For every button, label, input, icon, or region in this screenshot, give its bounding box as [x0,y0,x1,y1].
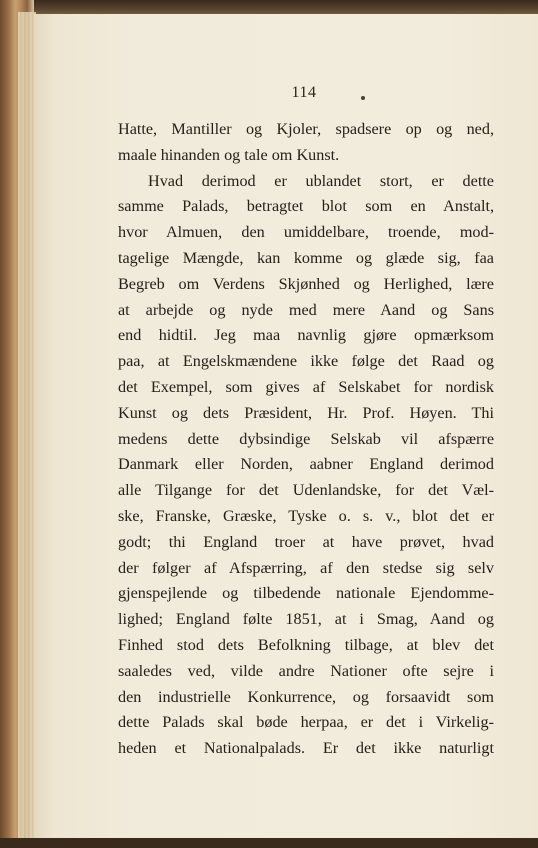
text-line: Begreb om Verdens Skjønhed og Herlighed, lære [118,274,494,293]
text-line: Hatte, Mantiller og Kjoler, spadsere op og ned, [118,120,494,138]
text-line: Kunst og dets Præsident, Hr. Prof. Høyen. Thi [118,403,494,422]
text-line: Hvad derimod er ublandet stort, er dette [148,171,494,190]
text-line: der følger af Afspærring, af den stedse sig selv [118,558,494,577]
text-line: heden et Nationalpalads. Er det ikke naturligt [118,739,494,758]
text-line: at arbejde og nyde med mere Aand og Sans [118,300,494,319]
text-line: hvor Almuen, den umiddelbare, troende, mod- [118,223,494,242]
ink-speck [361,96,365,100]
text-line: end hidtil. Jeg maa navnlig gjøre opmærksom [118,326,494,345]
page-number: 114 [291,84,317,101]
text-line: saaledes ved, vilde andre Nationer ofte sejre i [118,661,494,680]
text-line: det Exempel, som gives af Selskabet for nordisk [118,377,494,396]
text-line: godt; thi England troer at have prøvet, hvad [118,532,494,551]
text-line: medens dette dybsindige Selskab vil afspærre [118,429,494,448]
text-line: gjenspejlende og tilbedende nationale Ejendomme- [118,584,494,603]
text-line: Finhed stod dets Befolkning tilbage, at blev det [118,635,494,654]
text-line: ske, Franske, Græske, Tyske o. s. v., blot det er [118,506,494,525]
body-text [118,117,494,762]
text-line: lighed; England følte 1851, at i Smag, Aand og [118,610,494,629]
text-line: dette Palads skal bøde herpaa, er det i Virkelig- [118,713,494,732]
text-line: samme Palads, betragtet blot som en Anstalt, [118,197,494,216]
text-line: Danmark eller Norden, aabner England derimod [118,455,494,474]
text-line: maale hinanden og tale om Kunst. [118,145,340,164]
text-line: paa, at Engelskmændene ikke følge det Raad og [118,352,494,371]
text-line: tagelige Mængde, kan komme og glæde sig, faa [118,248,494,267]
text-line: den industrielle Konkurrence, og forsaavidt som [118,687,494,706]
book-bottom-edge [0,838,538,848]
text-line: alle Tilgange for det Udenlandske, for det Væl- [118,481,494,500]
